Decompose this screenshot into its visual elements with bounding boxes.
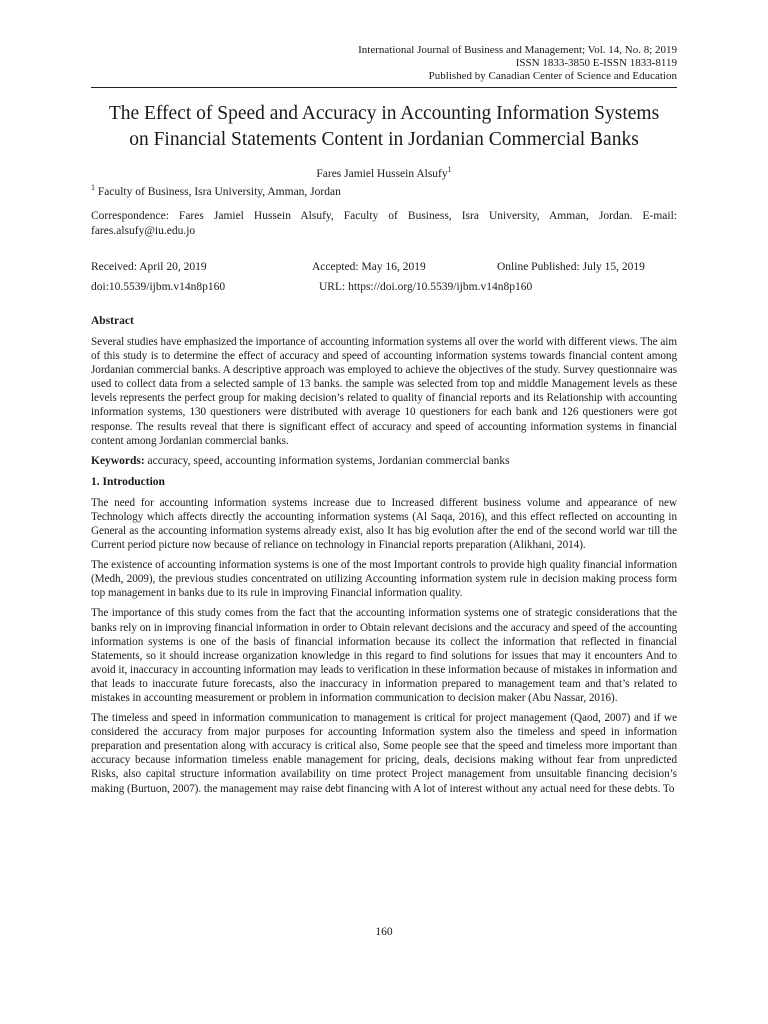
author-name: Fares Jamiel Hussein Alsufy [316,168,448,180]
affiliation [91,185,677,200]
page-number: 160 [375,926,393,938]
publisher-line: Published by Canadian Center of Science and Education [428,70,677,82]
issn-line: ISSN 1833-3850 E-ISSN 1833-8119 [515,57,677,69]
introduction-heading: 1. Introduction [91,475,165,488]
journal-line: International Journal of Business and Management; Vol. 14, No. 8; 2019 [358,44,677,56]
paper-page [91,44,677,796]
affiliation-sup: 1 [91,183,95,193]
keywords-text: accuracy, speed, accounting information systems, Jordanian commercial banks [144,454,510,467]
abstract-text: Several studies have emphasized the importance of accounting information systems all over the world with different views. The aim of this study is to determine the effect of accuracy and speed of accounting information systems towards financial content among Jordanian commercial banks. A descriptive approach was employed to achieve the objectives of the study. Survey questionnaire was used to collect data from a selected sample of 13 banks. the sample was selected from top and middle Management levels as these levels represents the perfect group for making decision’s related to quality of financial reports and its Relationship with accounting information systems, 130 questioners were distributed with average 10 questioners for each bank and 126 questioners were got response. The results reveal that there is significant effect of accuracy and speed of accounting information systems in financial content among Jordanian commercial banks. [91,336,677,447]
accepted-date: Accepted: May 16, 2019 [312,261,426,273]
abstract-heading: Abstract [91,315,134,327]
intro-paragraph-3: The importance of this study comes from the fact that the accounting information systems one of strategic considerations that the banks rely on in improving financial information in order to Obtain relevant decisions and the accuracy and speed of the accounting information systems is one of the basis of financial information because its collect the information that reflected in financial Statements, so it should increase organization knowledge in this regard to find solutions for issues that may it encounters And to avoid it, inaccuracy in accounting information may leads to verification in these information because of mistakes in information and that leads to inaccurate future forecasts, also the inaccuracy in information prepared to management team and that’s related to mistakes in accounting measurement or problem in information communication to decision maker (Abu Nassar, 2016). [91,607,677,704]
doi-text: doi:10.5539/ijbm.v14n8p160 [91,281,226,293]
received-date: Received: April 20, 2019 [91,261,207,273]
correspondence: Correspondence: Fares Jamiel Hussein Alsufy, Faculty of Business, Isra University, Amman, Jordan. E-mail: fares.alsufy@iu.edu.jo [91,210,677,237]
author-line [91,167,677,181]
intro-paragraph-4: The timeless and speed in information communication to management is critical for project management (Qaod, 2007) and if we considered the accuracy from major purposes for accounting Information system also the timeless and speed in information preparation and presentation along with accuracy is critical also, Some people see that the speed and timeless more important than accuracy because information timeless enable management for pricing, deals, decisions making without fear from unpredicted Risks, also capital structure information availability on time protect Project management from unsuitable financing decision’s making (Burtuon, 2007). the management may raise debt financing with A lot of interest without any actual need for these debts. To [91,712,677,795]
published-date: Online Published: July 15, 2019 [497,261,645,273]
dates-row [91,260,677,275]
journal-header [91,44,677,83]
intro-paragraph-2: The existence of accounting information systems is one of the most Important controls to provide high quality financial information (Medh, 2009), the previous studies concentrated on utilizing Accounting information system rule in decision making process form top management in banks due to its rule in improving Financial information quality. [91,559,677,600]
keywords [91,454,677,469]
header-rule [91,87,677,88]
author-sup: 1 [447,165,452,175]
affiliation-text: Faculty of Business, Isra University, Amman, Jordan [97,186,341,198]
doi-row [91,280,677,295]
paper-title: The Effect of Speed and Accuracy in Accounting Information Systems on Financial Statements Content in Jordanian Commercial Banks [108,103,660,150]
keywords-label: Keywords: [91,454,145,467]
doi-url-link[interactable]: URL: https://doi.org/10.5539/ijbm.v14n8p160 [319,281,533,293]
intro-paragraph-1: The need for accounting information systems increase due to Increased different business volume and appearance of new Technology which affects directly the accounting information systems (Al Saqa, 2016), and this effect reflected on accounting in General as the accounting information systems already exist, also It has big evolution after the end of the second world war till the Current period picture now because of reliance on technology in Financial reports preparation (Alikhani, 2014). [91,496,677,552]
